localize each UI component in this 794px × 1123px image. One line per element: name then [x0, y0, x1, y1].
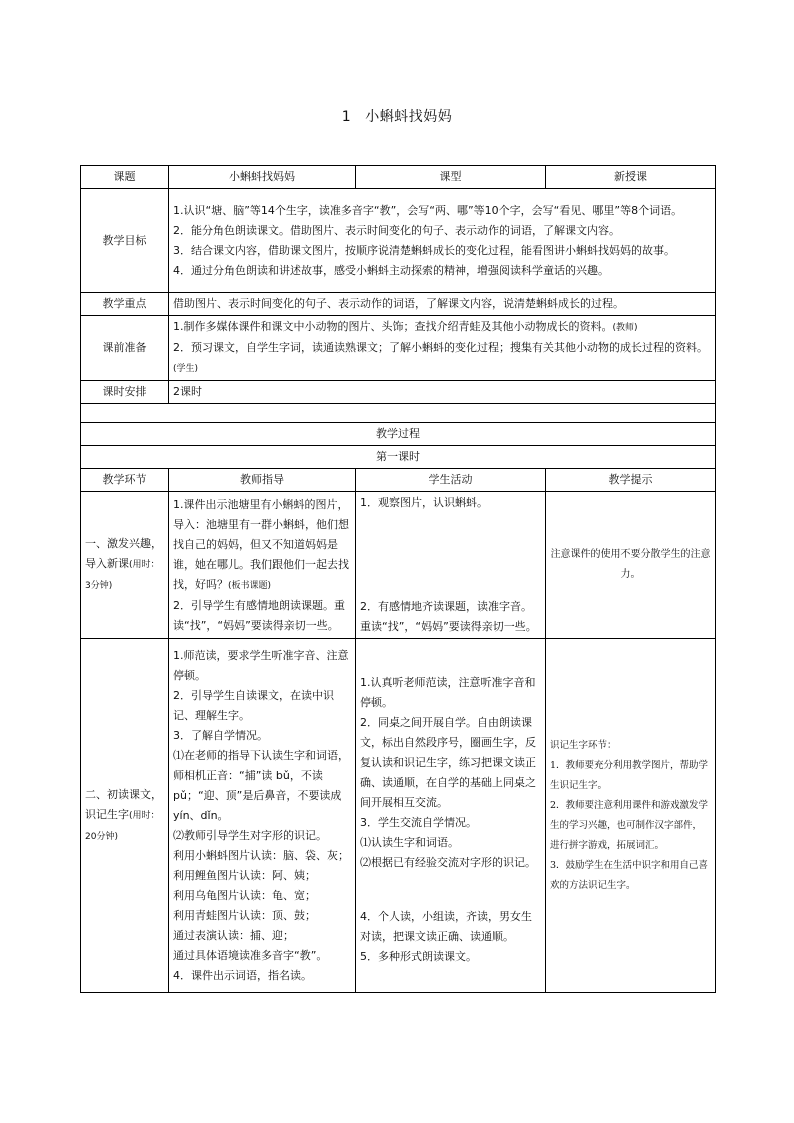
prep-item: 2．预习课文，自学生字词，读通读熟课文；了解小蝌蚪的变化过程；搜集有关其他小动物的成长过程的资料。(学生): [173, 341, 708, 374]
column-header-row: [81, 469, 716, 492]
period-heading: 第一课时: [81, 446, 716, 469]
stage2-name: 二、初读课文，识记生字(用时：20分钟): [81, 639, 169, 993]
prep-tag: (学生): [173, 364, 199, 374]
goals-row: [81, 189, 716, 293]
stage2-student: 1.认真听老师范读，注意听准字音和停顿。 2．同桌之间开展自学。自由朗读课文，标出自然段序号，圈画生字，反复认读和识记生字，练习把课文读正确、读通顺，在自学的基础上同桌之间开展相互交流。 3．学生交流自学情况。 ⑴认读生字和词语。 ⑵根据已有经验交流对字形的识记。 4．个人读，小组读，齐读，男女生对读，把课文读正确、读通顺。 5．多种形式朗读课文。: [356, 639, 546, 993]
focus-label: 教学重点: [81, 293, 169, 316]
prep-item: 1.制作多媒体课件和课文中小动物的图片、头饰；查找介绍青蛙及其他小动物成长的资料。(教师): [173, 320, 638, 333]
stage1-student: 1．观察图片，认识蝌蚪。 2．有感情地齐读课题，读准字音。重读“找”，“妈妈”要读得亲切一些。: [356, 492, 546, 639]
stage2-row: [81, 639, 716, 993]
topic-value: 小蝌蚪找妈妈: [169, 166, 356, 189]
stage2-time: (用时：20分钟): [85, 810, 160, 842]
lesson-title: [0, 106, 794, 126]
lesson-type-label: 课型: [356, 166, 546, 189]
col-teacher: 教师指导: [169, 469, 356, 492]
stage2-teacher: 1.师范读，要求学生听准字音、注意停顿。 2．引导学生自读课文，在读中识记、理解生字。 3．了解自学情况。 ⑴在老师的指导下认读生字和词语，师相机正音：“捕”读 bǔ，不读 pǔ；“迎、顶”是后鼻音，不要读成 yín、dǐn。 ⑵教师引导学生对字形的识记。 利用小蝌蚪图片认读：脑、袋、灰； 利用鲤鱼图片认读：阿、姨； 利用乌龟图片认读：龟、宽； 利用青蛙图片认读：顶、鼓； 通过表演认读：捕、迎； 通过具体语境读准多音字“教”。 4．课件出示词语，指名读。: [169, 639, 356, 993]
process-heading: 教学过程: [81, 423, 716, 446]
goal-item: 2．能分角色朗读课文。借助图片、表示时间变化的句子、表示动作的词语，了解课文内容。: [173, 223, 620, 237]
stage1-teacher: 1.课件出示池塘里有小蝌蚪的图片，导入：池塘里有一群小蝌蚪，他们想找自己的妈妈，但又不知道妈妈是谁，她在哪儿。我们跟他们一起去找找，好吗？(板书课题) 2．引导学生有感情地朗读课题。重读“找”，“妈妈”要读得亲切一些。: [169, 492, 356, 639]
period-heading-row: [81, 446, 716, 469]
process-heading-row: [81, 423, 716, 446]
stage1-time: (用时：3分钟): [85, 560, 160, 591]
focus-content: 借助图片、表示时间变化的句子、表示动作的词语，了解课文内容，说清楚蝌蚪成长的过程。: [169, 293, 716, 316]
lesson-title-text: 小蝌蚪找妈妈: [365, 109, 453, 125]
lesson-type-value: 新授课: [546, 166, 716, 189]
goals-content: [169, 189, 716, 293]
col-hint: 教学提示: [546, 469, 716, 492]
goal-item: 1.认识“塘、脑”等14个生字，读准多音字“教”，会写“两、哪”等10个字，会写“看见、哪里”等8个词语。: [173, 203, 683, 217]
focus-row: [81, 293, 716, 316]
topic-row: [81, 166, 716, 189]
prep-label: 课前准备: [81, 316, 169, 381]
board-note: (板书课题): [228, 580, 272, 591]
prep-content: [169, 316, 716, 381]
schedule-row: [81, 381, 716, 404]
goal-item: 3．结合课文内容，借助课文图片，按顺序说清楚蝌蚪成长的变化过程，能看图讲小蝌蚪找妈妈的故事。: [173, 243, 675, 257]
lesson-plan-table: [80, 165, 716, 993]
stage1-hint: 注意课件的使用不要分散学生的注意力。: [546, 492, 716, 639]
stage1-name: 一、激发兴趣，导入新课(用时：3分钟): [81, 492, 169, 639]
stage2-hint: 识记生字环节： 1．教师要充分利用教学图片，帮助学生识记生字。 2．教师要注意利用课件和游戏激发学生的学习兴趣，也可制作汉字部件，进行拼字游戏，拓展词汇。 3．鼓励学生在生活中识字和用自己喜欢的方法识记生字。: [546, 639, 716, 993]
spacer-row: [81, 404, 716, 423]
prep-row: [81, 316, 716, 381]
col-stage: 教学环节: [81, 469, 169, 492]
lesson-number: 1: [341, 109, 352, 125]
topic-label: 课题: [81, 166, 169, 189]
schedule-label: 课时安排: [81, 381, 169, 404]
goal-item: 4．通过分角色朗读和讲述故事，感受小蝌蚪主动探索的精神，增强阅读科学童话的兴趣。: [173, 263, 609, 277]
prep-tag: (教师): [612, 323, 638, 333]
stage1-row: [81, 492, 716, 639]
col-student: 学生活动: [356, 469, 546, 492]
goals-label: 教学目标: [81, 189, 169, 293]
schedule-value: 2课时: [169, 381, 716, 404]
